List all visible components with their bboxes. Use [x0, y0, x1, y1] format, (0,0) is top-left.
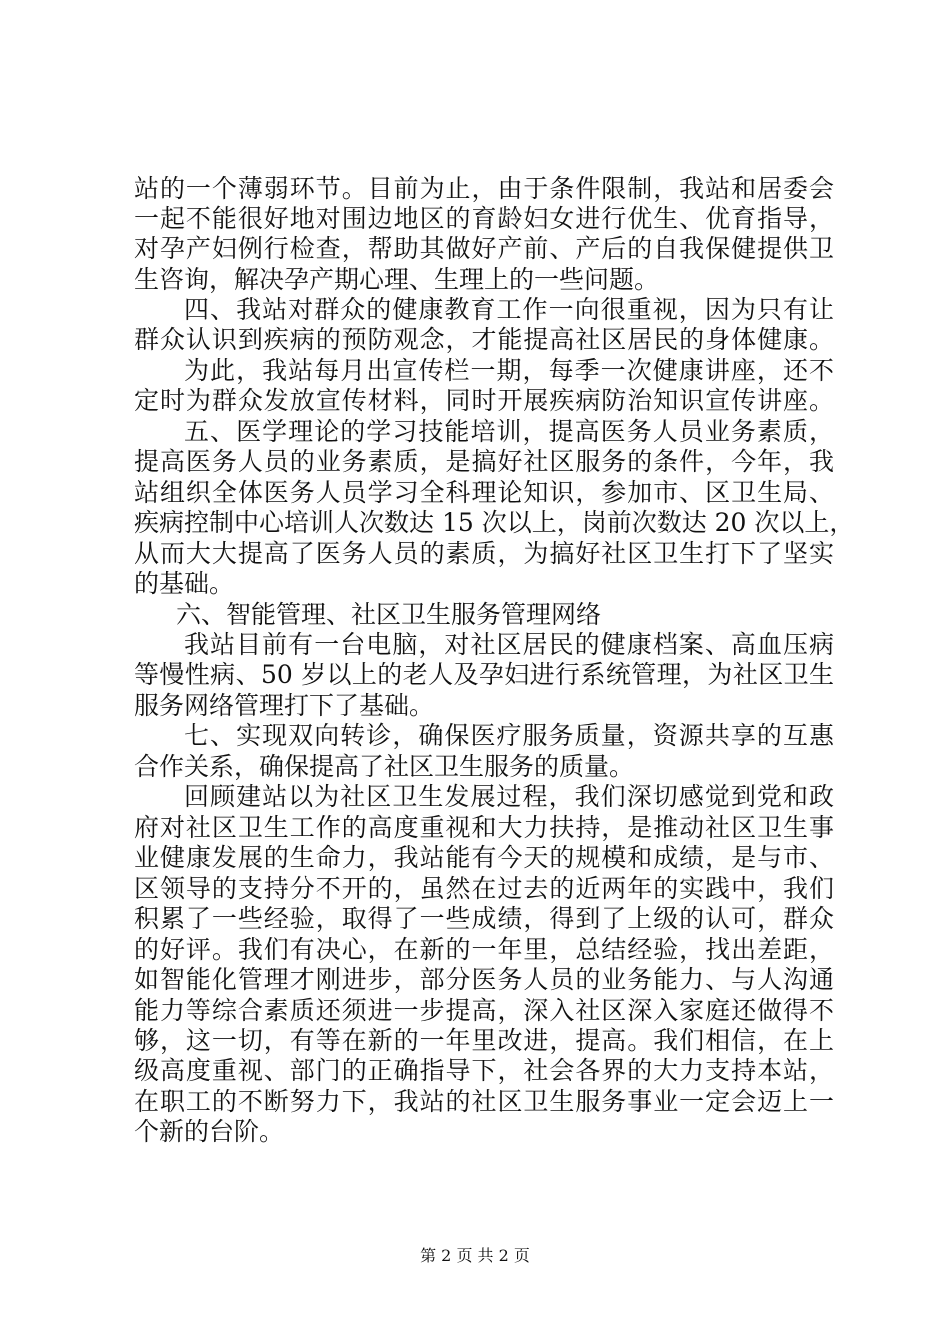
text-line: 的好评。我们有决心，在新的一年里，总结经验，找出差距，	[134, 935, 834, 964]
text-line: 提高医务人员的业务素质，是搞好社区服务的条件，今年，我	[134, 447, 834, 476]
text-line: 对孕产妇例行检查，帮助其做好产前、产后的自我保健提供卫	[134, 234, 834, 263]
text-line: 四、我站对群众的健康教育工作一向很重视，因为只有让	[184, 295, 834, 324]
text-line: 生咨询，解决孕产期心理、生理上的一些问题。	[134, 265, 660, 294]
text-line: 合作关系，确保提高了社区卫生服务的质量。	[134, 752, 635, 781]
text-line: 业健康发展的生命力，我站能有今天的规模和成绩，是与市、	[134, 843, 834, 872]
text-line: 积累了一些经验，取得了一些成绩，得到了上级的认可，群众	[134, 904, 834, 933]
text-line: 够，这一切，有等在新的一年里改进，提高。我们相信，在上	[134, 1026, 834, 1055]
text-line: 回顾建站以为社区卫生发展过程，我们深切感觉到党和政	[184, 782, 834, 811]
text-line: 为此，我站每月出宣传栏一期，每季一次健康讲座，还不	[184, 356, 834, 385]
text-line: 区领导的支持分不开的，虽然在过去的近两年的实践中，我们	[134, 874, 834, 903]
text-line: 站的一个薄弱环节。目前为止，由于条件限制，我站和居委会	[134, 174, 834, 203]
text-line: 等慢性病、50 岁以上的老人及孕妇进行系统管理，为社区卫生	[134, 660, 834, 689]
page-footer: 第 2 页 共 2 页	[420, 1246, 530, 1265]
text-line: 定时为群众发放宣传材料，同时开展疾病防治知识宣传讲座。	[134, 386, 834, 415]
text-line: 个新的台阶。	[134, 1117, 285, 1146]
text-line: 能力等综合素质还须进一步提高，深入社区深入家庭还做得不	[134, 996, 834, 1025]
text-line: 五、医学理论的学习技能培训，提高医务人员业务素质，	[184, 417, 834, 446]
text-line: 从而大大提高了医务人员的素质，为搞好社区卫生打下了坚实	[134, 539, 834, 568]
text-line: 站组织全体医务人员学习全科理论知识，参加市、区卫生局、	[134, 478, 834, 507]
text-line: 一起不能很好地对围边地区的育龄妇女进行优生、优育指导，	[134, 204, 834, 233]
text-line: 如智能化管理才刚进步，部分医务人员的业务能力、与人沟通	[134, 965, 834, 994]
section-heading: 六、智能管理、社区卫生服务管理网络	[176, 600, 602, 629]
text-line: 我站目前有一台电脑，对社区居民的健康档案、高血压病	[184, 630, 834, 659]
text-line: 群众认识到疾病的预防观念，才能提高社区居民的身体健康。	[134, 325, 834, 354]
text-line: 府对社区卫生工作的高度重视和大力扶持，是推动社区卫生事	[134, 813, 834, 842]
text-line: 疾病控制中心培训人次数达 15 次以上，岗前次数达 20 次以上，	[134, 508, 855, 537]
text-line: 级高度重视、部门的正确指导下，社会各界的大力支持本站，	[134, 1056, 834, 1085]
text-line: 的基础。	[134, 569, 235, 598]
text-line: 服务网络管理打下了基础。	[134, 691, 435, 720]
text-line: 在职工的不断努力下，我站的社区卫生服务事业一定会迈上一	[134, 1087, 834, 1116]
text-line: 七、实现双向转诊，确保医疗服务质量，资源共享的互惠	[184, 721, 834, 750]
